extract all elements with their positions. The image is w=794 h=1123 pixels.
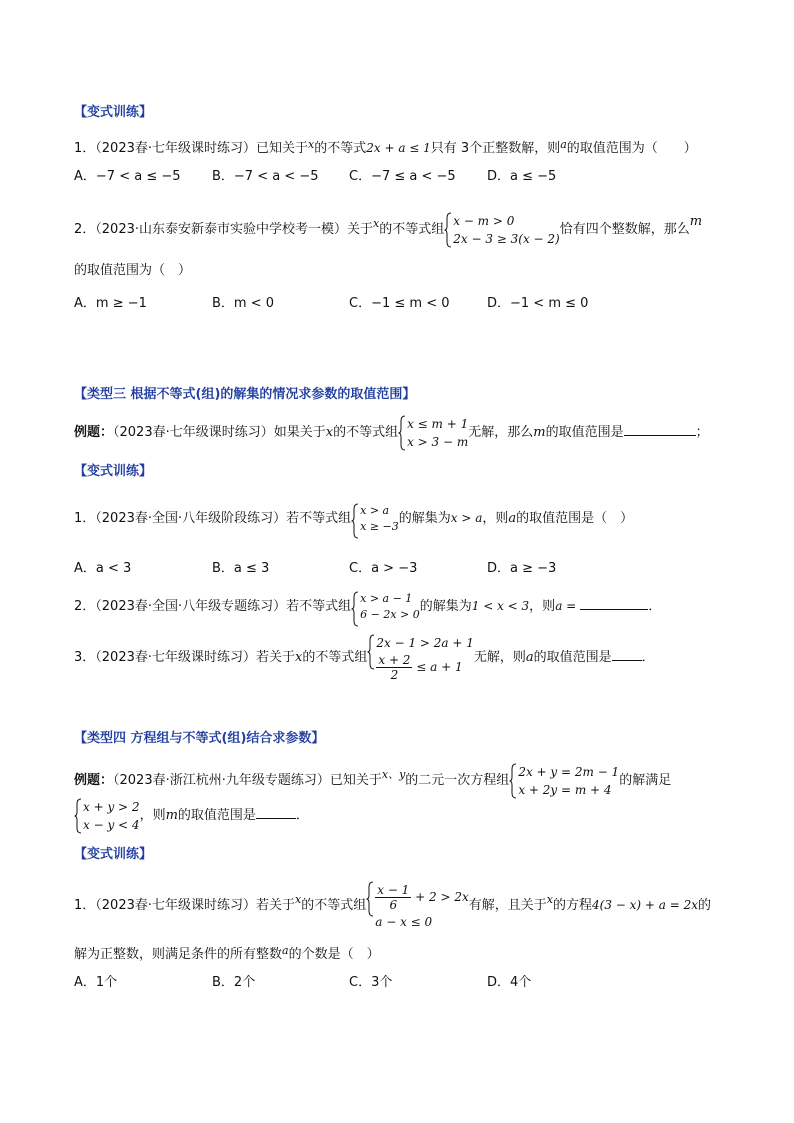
var-m: m (533, 425, 546, 440)
option-b[interactable]: B．m < 0 (212, 296, 275, 311)
type3-example (74, 413, 794, 453)
brace-icon (398, 415, 406, 451)
fraction (375, 883, 411, 912)
inequality-system (366, 881, 469, 931)
option-c[interactable]: C．3个 (349, 975, 393, 990)
q-text: 的解集为 (398, 511, 451, 526)
option-b[interactable]: B．2个 (212, 975, 256, 990)
brace-icon (74, 798, 82, 834)
solution-set: x > a (450, 511, 483, 525)
answer-blank[interactable] (256, 805, 296, 819)
type4-question-1-line2 (74, 942, 794, 964)
q-text: 恰有四个整数解，那么 (559, 222, 690, 237)
numerator: x − 1 (377, 882, 410, 897)
var-x: x (325, 425, 334, 440)
q-text: ，则 (139, 808, 166, 823)
section-heading: 【变式训练】 (74, 105, 153, 120)
var-m: m (165, 808, 178, 823)
option-c[interactable]: C．−1 ≤ m < 0 (349, 296, 450, 311)
var-m: m (689, 214, 703, 229)
option-d[interactable]: D．a ≥ −3 (487, 561, 557, 576)
inequality-system (74, 798, 140, 834)
example-label: 例题： (74, 773, 114, 788)
q-text: 的不等式组 (333, 425, 399, 440)
equation-system (509, 763, 619, 799)
system-row (376, 652, 474, 682)
var-x: x (295, 893, 302, 906)
system-row: a − x ≤ 0 (375, 914, 433, 929)
q-text: （2023春·七年级课时练习）如果关于 (113, 425, 326, 440)
q-text: 的不等式组 (301, 898, 367, 913)
option-b[interactable]: B．a ≤ 3 (212, 561, 270, 576)
section-heading: 【变式训练】 (74, 847, 153, 862)
question-2 (74, 202, 794, 250)
q-text: ． (295, 808, 309, 823)
q-prefix: 1．（2023春·七年级课时练习）已知关于 (74, 141, 308, 156)
q-text: 的二元一次方程组 (405, 773, 510, 788)
q-text: 解为正整数，则满足条件的所有整数 (74, 947, 283, 962)
brace-icon (509, 763, 517, 799)
system-row: 6 − 2x > 0 (360, 607, 420, 621)
q-text: 的个数是（ ） (288, 947, 380, 962)
section-heading: 【变式训练】 (74, 464, 153, 479)
var-a: a = (555, 599, 577, 613)
denominator: 6 (389, 897, 398, 912)
system-row: x + y > 2 (83, 799, 140, 814)
inequality-system (367, 634, 474, 682)
q-text: ． (648, 599, 662, 614)
q-text: 的方程 (552, 898, 592, 913)
var-a: a (282, 944, 289, 957)
q-text: 只有 3个正整数解，则 (430, 141, 561, 156)
brace-icon (351, 503, 359, 539)
system-row: x ≤ m + 1 (407, 416, 469, 431)
q-text: 无解，那么 (468, 425, 534, 440)
q-prefix: 3．（2023春·七年级课时练习）若关于 (74, 650, 295, 665)
q-text: 的不等式 (314, 141, 367, 156)
system-row: x − y < 4 (83, 817, 140, 832)
option-d[interactable]: D．4个 (487, 975, 532, 990)
fraction-tail: + 2 > 2x (415, 889, 469, 904)
fraction-tail: ≤ a + 1 (416, 659, 463, 674)
option-a[interactable]: A．m ≥ −1 (74, 296, 147, 311)
q-prefix: 1．（2023春·全国·八年级阶段练习）若不等式组 (74, 511, 352, 526)
system-row: 2x + y = 2m − 1 (518, 764, 620, 779)
q-text: 的不等式组 (379, 222, 445, 237)
denominator: 2 (390, 667, 399, 682)
var-x: x (308, 138, 315, 151)
q-text: 的取值范围是 (177, 808, 256, 823)
vars-xy: x、y (381, 768, 406, 781)
q-prefix: 2．（2023·山东泰安新泰市实验中学校考一模）关于 (74, 222, 373, 237)
brace-icon (351, 591, 359, 627)
brace-icon (444, 212, 452, 248)
inequality: 2x + a ≤ 1 (366, 141, 431, 155)
answer-blank[interactable] (624, 422, 696, 436)
type3-question-2 (74, 586, 794, 627)
q-text: 有解，且关于 (468, 898, 547, 913)
fraction (376, 653, 412, 682)
var-a: a (560, 138, 567, 151)
q-text: ，则 (529, 599, 556, 614)
q-text: ，则 (482, 511, 509, 526)
numerator: x + 2 (378, 652, 411, 667)
inequality-system (351, 503, 399, 535)
q-text: 的取值范围是 (545, 425, 624, 440)
inequality-system (351, 591, 420, 623)
solution-set: 1 < x < 3 (471, 599, 530, 613)
answer-blank[interactable] (612, 647, 642, 661)
system-row: x > a (360, 503, 390, 517)
q-text: 的 (698, 898, 712, 913)
option-a[interactable]: A．−7 < a ≤ −5 (74, 169, 181, 184)
brace-icon (367, 634, 375, 670)
type4-example-line2 (74, 796, 794, 836)
q-text: 无解，则 (473, 650, 526, 665)
q-text: 的取值范围为（ ） (566, 141, 697, 156)
system-row: 2x − 1 > 2a + 1 (376, 635, 474, 650)
type3-question-3 (74, 632, 794, 684)
var-x: x (295, 650, 303, 665)
inequality-system (398, 415, 468, 451)
q-text: 的取值范围是 (533, 650, 612, 665)
var-x: x (373, 217, 380, 230)
equation: 4(3 − x) + a = 2x (592, 898, 699, 912)
q-text: 的不等式组 (302, 650, 368, 665)
system-row: x + 2y = m + 4 (518, 782, 612, 797)
type3-heading: 【类型三 根据不等式(组)的解集的情况求参数的取值范围】 (74, 387, 416, 402)
brace-icon (366, 881, 374, 917)
option-c[interactable]: C．−7 ≤ a < −5 (349, 169, 456, 184)
type4-example (74, 755, 794, 801)
option-d[interactable]: D．a ≤ −5 (487, 169, 557, 184)
option-a[interactable]: A．a < 3 (74, 561, 132, 576)
var-a: a (525, 650, 534, 665)
system-row: x − m > 0 (453, 213, 515, 228)
type3-question-1 (74, 498, 794, 539)
q-text: （2023春·浙江杭州·九年级专题练习）已知关于 (113, 773, 382, 788)
q-prefix: 1．（2023春·七年级课时练习）若关于 (74, 898, 295, 913)
q-text: ； (695, 425, 709, 440)
example-label: 例题： (74, 425, 114, 440)
var-x: x (546, 893, 553, 906)
system-row: x ≥ −3 (360, 519, 399, 533)
system-row: x > a − 1 (360, 591, 413, 605)
option-c[interactable]: C．a > −3 (349, 561, 418, 576)
type4-heading: 【类型四 方程组与不等式(组)结合求参数】 (74, 731, 325, 746)
q-text: 的解集为 (419, 599, 472, 614)
system-row (375, 881, 469, 913)
q-text: 的取值范围是（ ） (516, 511, 634, 526)
option-d[interactable]: D．−1 < m ≤ 0 (487, 296, 589, 311)
system-row: 2x − 3 ≥ 3(x − 2) (453, 231, 560, 246)
q-text: ． (641, 650, 655, 665)
option-b[interactable]: B．−7 < a < −5 (212, 169, 319, 184)
system-row: x > 3 − m (407, 434, 469, 449)
question-2-line2: 的取值范围为（ ） (74, 263, 192, 278)
option-a[interactable]: A．1个 (74, 975, 118, 990)
type4-question-1 (74, 872, 794, 934)
inequality-system (444, 212, 560, 248)
answer-blank[interactable] (580, 596, 648, 610)
q-text: 的解满足 (619, 773, 672, 788)
q-prefix: 2．（2023春·全国·八年级专题练习）若不等式组 (74, 599, 352, 614)
var-a: a (508, 511, 517, 526)
question-1 (74, 136, 794, 158)
